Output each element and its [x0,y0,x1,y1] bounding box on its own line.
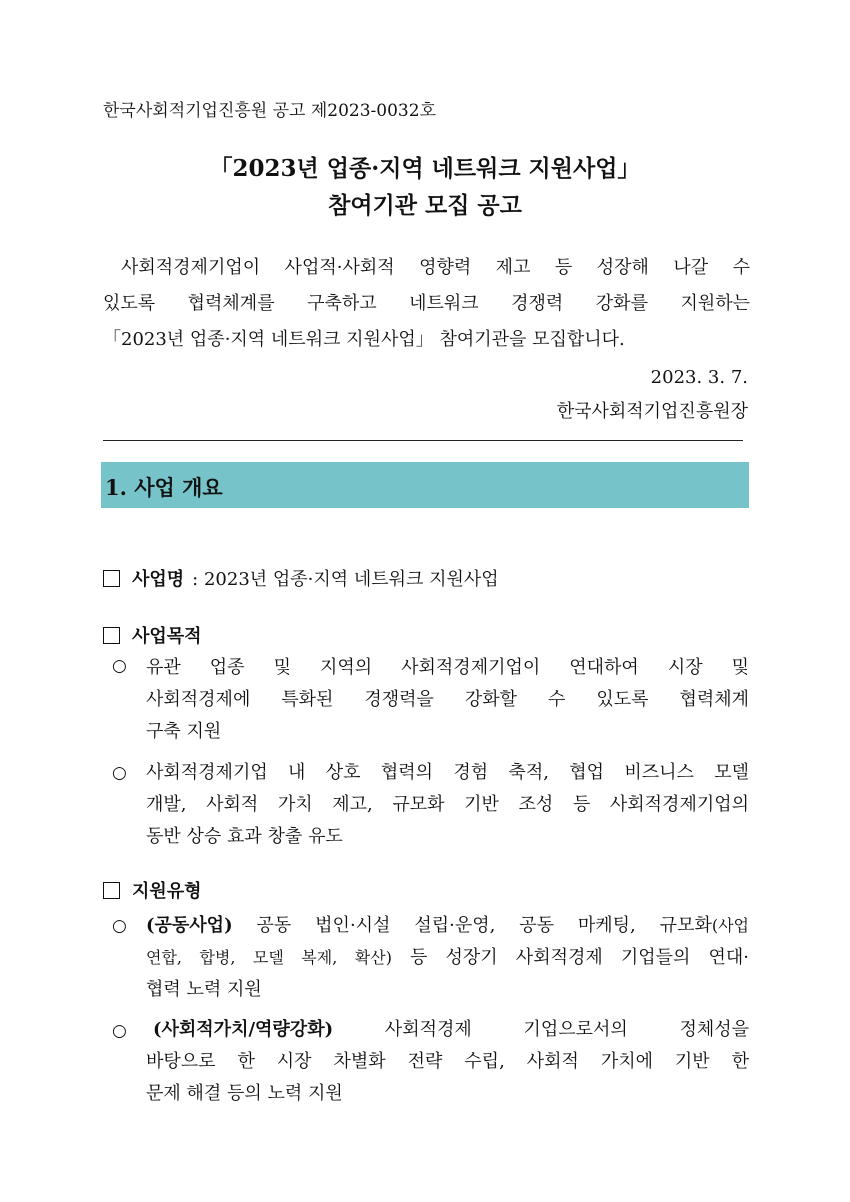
type-line [146,910,749,942]
purpose-line: 개발, 사회적 가치 제고, 규모화 기반 조성 등 사회적경제기업의 [146,794,749,815]
type-line: 협력 노력 지원 [146,979,262,1000]
intro-line: 「2023년 업종·지역 네트워크 지원사업」 참여기관을 모집합니다. [103,329,625,350]
purpose-line: 유관 업종 및 지역의 사회적경제기업이 연대하여 시장 및 [146,657,749,678]
checkbox-square-icon [103,570,120,587]
purpose-line: 동반 상승 효과 창출 유도 [146,826,343,847]
notice-title-line1: 「2023년 업종·지역 네트워크 지원사업」 [209,155,641,182]
divider [103,440,743,441]
bullet-circle-icon: ○ [112,656,127,676]
type-text: 사회적경제 기업으로서의 정체성을 [333,1019,749,1040]
type-item-continued [146,1046,749,1110]
type-label: 지원유형 [132,881,202,902]
purpose-item [146,757,749,853]
project-name-label: 사업명 [132,569,185,590]
notice-title-line2: 참여기관 모집 공고 [328,192,522,219]
bullet-circle-icon: ○ [112,1021,127,1041]
intro-paragraph [103,250,750,358]
project-name-row [103,565,499,591]
type-line: 바탕으로 한 시장 차별화 전략 수립, 사회적 가치에 기반 한 [146,1051,749,1072]
issuer-name: 한국사회적기업진흥원장 [556,401,748,422]
section-header [101,462,749,508]
type-item [153,1014,749,1046]
purpose-line: 구축 지원 [146,721,222,742]
purpose-label: 사업목적 [132,626,202,647]
type-text-small: (사업 [711,916,749,935]
type-bold-label: (사회적가치/역량강화) [153,1019,334,1040]
notice-number: 한국사회적기업진흥원 공고 제2023-0032호 [103,101,436,121]
checkbox-square-icon [103,882,120,899]
bullet-circle-icon: ○ [112,763,127,783]
purpose-heading [103,622,202,648]
type-line [146,942,749,974]
purpose-line: 사회적경제에 특화된 경쟁력을 강화할 수 있도록 협력체계 [146,689,749,710]
notice-date: 2023. 3. 7. [650,367,748,388]
intro-line: 사회적경제기업이 사업적·사회적 영향력 제고 등 성장해 나갈 수 [121,257,750,278]
type-text: 공동 법인·시설 설립·운영, 공동 마케팅, 규모화 [232,915,712,936]
purpose-line: 사회적경제기업 내 상호 협력의 경험 축적, 협업 비즈니스 모델 [146,762,749,783]
type-text-small: 연합, 합병, 모델 복제, 확산) [146,948,392,967]
type-line: 문제 해결 등의 노력 지원 [146,1083,343,1104]
checkbox-square-icon [103,627,120,644]
project-name-value: : 2023년 업종·지역 네트워크 지원사업 [192,569,499,590]
type-bold-label: (공동사업) [146,915,233,936]
bullet-circle-icon: ○ [112,916,127,936]
section-title: 1. 사업 개요 [105,475,223,500]
intro-line: 있도록 협력체계를 구축하고 네트워크 경쟁력 강화를 지원하는 [103,293,750,314]
type-heading [103,877,202,903]
type-text: 등 성장기 사회적경제 기업들의 연대· [391,947,749,968]
type-line [153,1014,749,1046]
type-item [146,910,749,1006]
purpose-item [146,652,749,748]
